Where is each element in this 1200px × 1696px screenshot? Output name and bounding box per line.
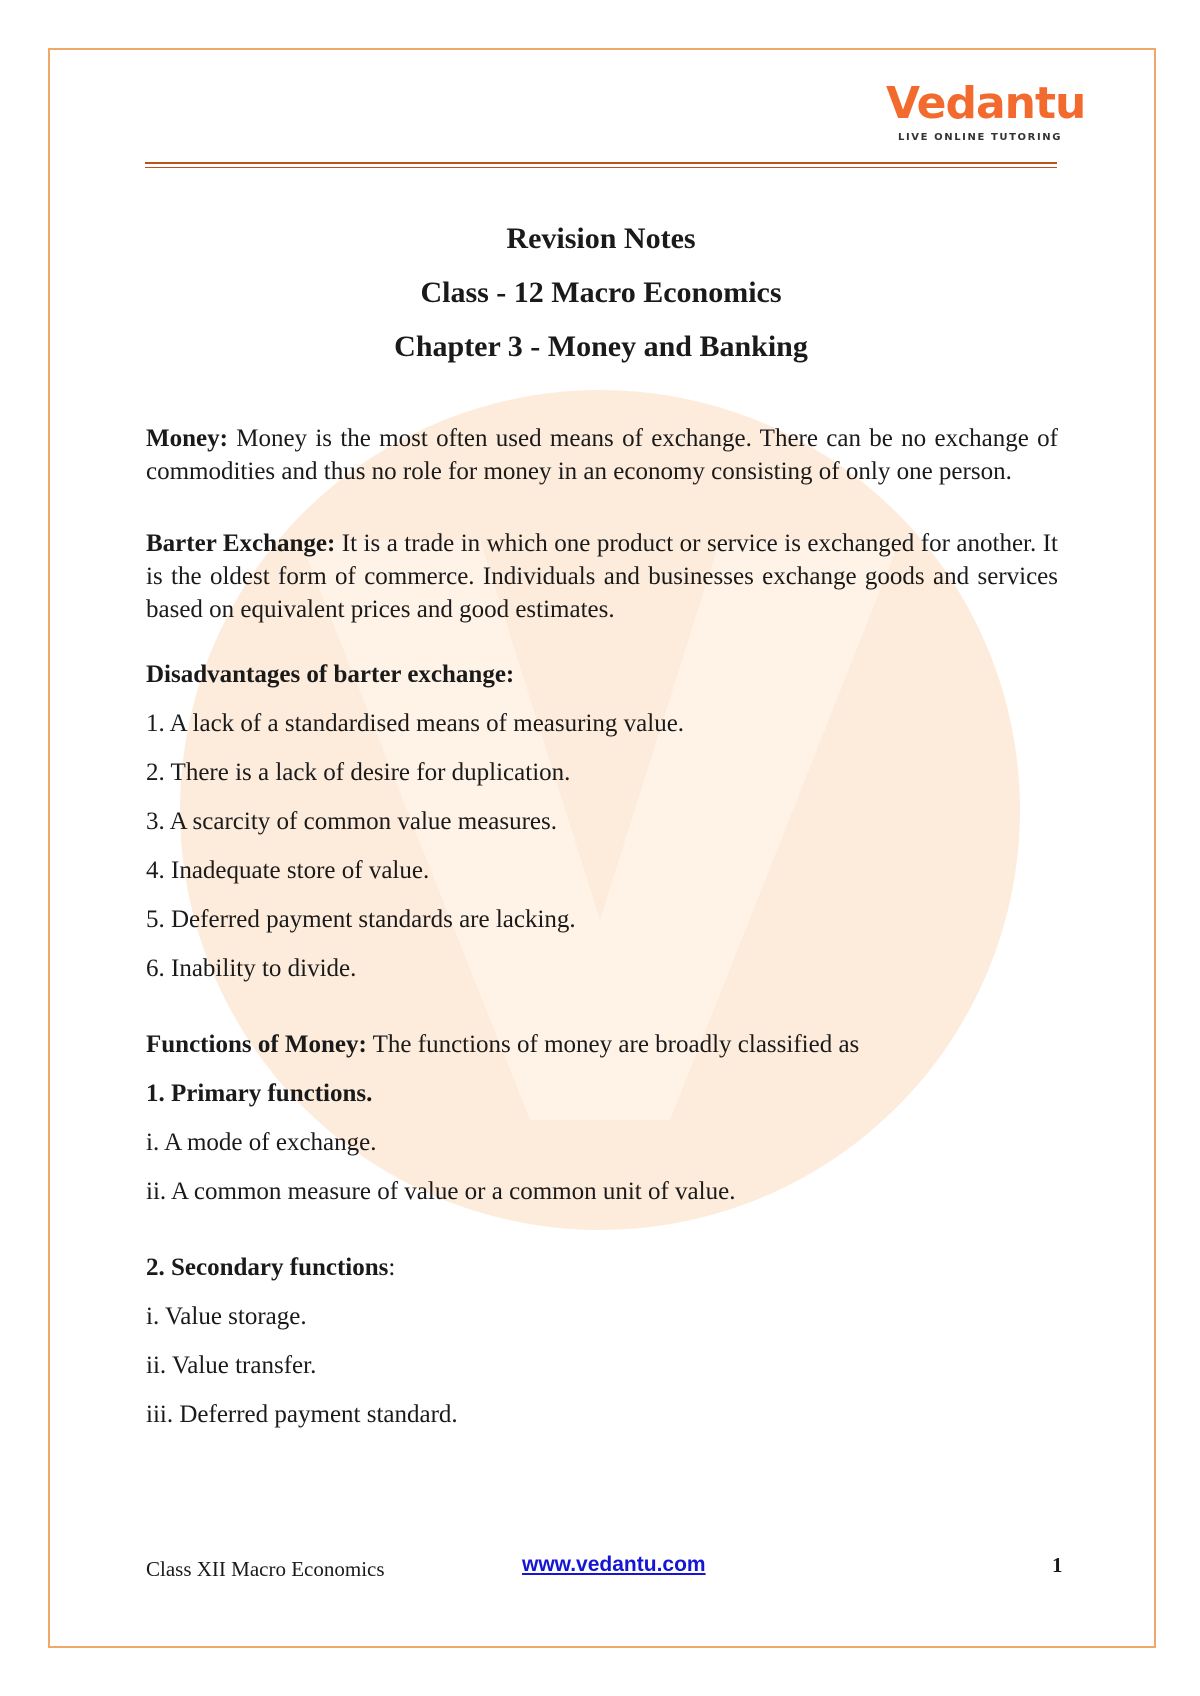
functions-term: Functions of Money: [146,1031,367,1058]
list-item: 6. Inability to divide. [146,955,357,982]
title-chapter: Chapter 3 - Money and Banking [394,330,808,363]
logo-wordmark: Vedantu [886,78,1086,129]
logo-tagline: LIVE ONLINE TUTORING [898,132,1063,143]
list-item: ii. Value transfer. [146,1352,317,1379]
money-term: Money: [146,425,228,452]
title-revision-notes: Revision Notes [506,222,696,255]
page-number: 1 [1052,1553,1063,1577]
list-item: 4. Inadequate store of value. [146,857,430,884]
list-item: 3. A scarcity of common value measures. [146,808,557,835]
functions-intro [146,1020,1058,1069]
secondary-functions-heading [146,1243,1058,1292]
list-item: ii. A common measure of value or a common unit of value. [146,1178,736,1205]
vedantu-logo [886,78,1086,148]
header-divider [145,162,1057,168]
footer-website-link[interactable]: www.vedantu.com [522,1553,706,1576]
list-item: i. Value storage. [146,1303,307,1330]
barter-paragraph [146,527,1058,626]
primary-functions-heading: 1. Primary functions. [146,1080,373,1107]
list-item: i. A mode of exchange. [146,1129,377,1156]
footer-class-label: Class XII Macro Economics [146,1557,385,1581]
title-block [145,212,1057,374]
secondary-heading-colon: : [388,1254,396,1281]
title-class: Class - 12 Macro Economics [420,276,782,309]
functions-text: The functions of money are broadly classified as [366,1031,860,1058]
list-item: 1. A lack of a standardised means of measuring value. [146,710,685,737]
barter-term: Barter Exchange: [146,530,336,557]
barter-text: It is a trade in which one product or service is exchanged for another. It is the oldest form of commerce. Individuals and businesses exchange goods and services based on equivalent prices and good estimates. [146,530,1058,623]
secondary-heading-text: 2. Secondary functions [146,1254,389,1281]
disadvantages-heading: Disadvantages of barter exchange: [146,661,515,688]
list-item: 5. Deferred payment standards are lacking. [146,906,576,933]
document-body [146,422,1058,1439]
money-text: Money is the most often used means of exchange. There can be no exchange of commodities and thus no role for money in an economy consisting of only one person. [146,425,1058,485]
money-paragraph [146,422,1058,488]
list-item: iii. Deferred payment standard. [146,1401,458,1428]
list-item: 2. There is a lack of desire for duplication. [146,759,571,786]
